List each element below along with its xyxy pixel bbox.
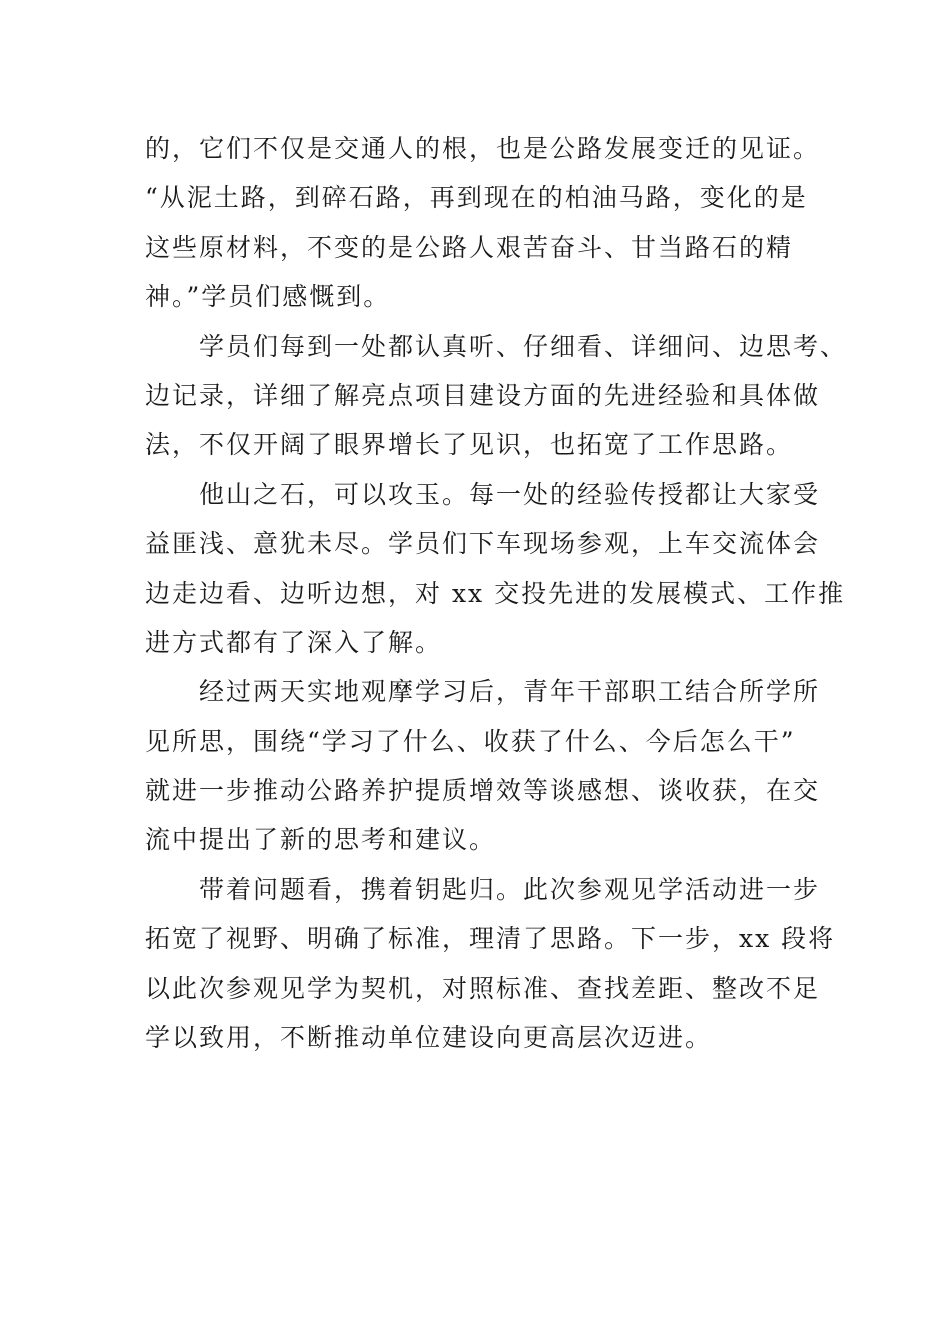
paragraph-line: 见所思，围绕“学习了什么、收获了什么、今后怎么干”: [145, 726, 796, 756]
paragraph-line: 法，不仅开阔了眼界增长了见识，也拓宽了工作思路。: [145, 430, 794, 460]
paragraph-line: 带着问题看，携着钥匙归。此次参观见学活动进一步: [199, 874, 821, 904]
paragraph-line: 这些原材料，不变的是公路人艰苦奋斗、甘当路石的精: [145, 232, 794, 262]
paragraph-line: 以此次参观见学为契机，对照标准、查找差距、整改不足: [145, 973, 821, 1003]
paragraph-line: “从泥土路，到碎石路，再到现在的柏油马路，变化的是: [145, 183, 808, 213]
paragraph-line: 的，它们不仅是交通人的根，也是公路发展变迁的见证。: [145, 134, 821, 163]
paragraph-line: 学以致用，不断推动单位建设向更高层次迈进。: [145, 1023, 713, 1053]
paragraph-line: 拓宽了视野、明确了标准，理清了思路。下一步，xx 段将: [145, 924, 836, 954]
paragraph-2: [145, 322, 848, 470]
paragraph-5: [145, 865, 836, 1063]
document-body: [145, 124, 848, 1062]
paragraph-line: 益匪浅、意犹未尽。学员们下车现场参观，上车交流体会: [145, 529, 821, 559]
paragraph-line: 流中提出了新的思考和建议。: [145, 825, 497, 855]
paragraph-1: [145, 124, 821, 322]
paragraph-line: 学员们每到一处都认真听、仔细看、详细问、边思考、: [199, 331, 848, 361]
paragraph-line: 神。”学员们感慨到。: [145, 282, 391, 312]
paragraph-line: 他山之石，可以攻玉。每一处的经验传授都让大家受: [199, 479, 821, 509]
paragraph-line: 进方式都有了深入了解。: [145, 627, 443, 657]
paragraph-4: [145, 667, 821, 865]
paragraph-line: 边记录，详细了解亮点项目建设方面的先进经验和具体做: [145, 380, 821, 410]
paragraph-3: [145, 470, 846, 668]
paragraph-line: 经过两天实地观摩学习后，青年干部职工结合所学所: [199, 677, 821, 707]
paragraph-line: 就进一步推动公路养护提质增效等谈感想、谈收获，在交: [145, 776, 821, 806]
paragraph-line: 边走边看、边听边想，对 xx 交投先进的发展模式、工作推: [145, 578, 846, 608]
